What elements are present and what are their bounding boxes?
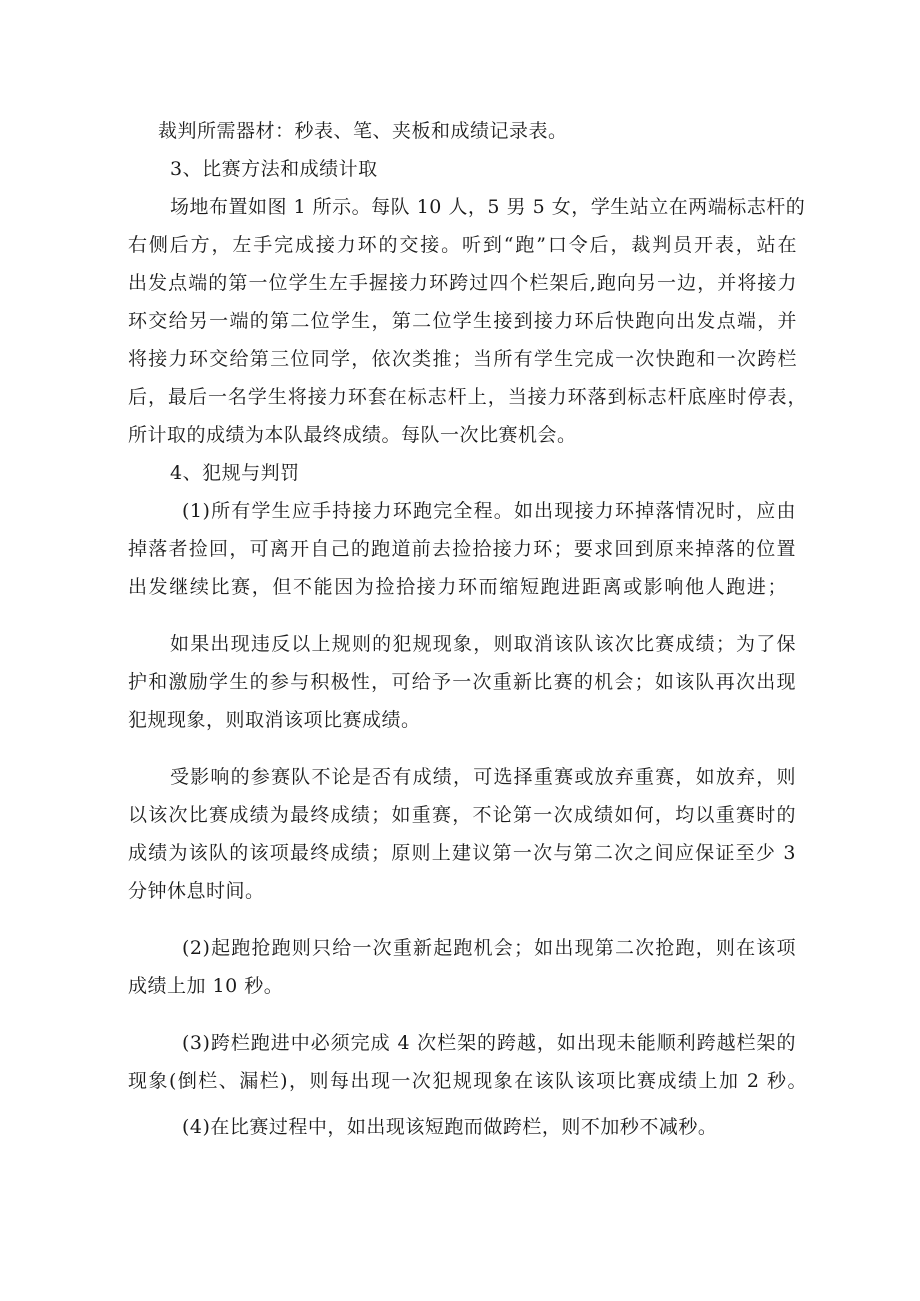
paragraph-line: 现象(倒栏、漏栏)，则每出现一次犯规现象在该队该项比赛成绩上加 2 秒。 <box>128 1070 807 1092</box>
equipment-line: 裁判所需器材：秒表、笔、夹板和成绩记录表。 <box>158 120 568 142</box>
section-heading-3: 3、比赛方法和成绩计取 <box>170 158 378 180</box>
paragraph-line: 后，最后一名学生将接力环套在标志杆上，当接力环落到标志杆底座时停表， <box>128 386 807 408</box>
paragraph-line: 以该次比赛成绩为最终成绩；如重赛，不论第一次成绩如何，均以重赛时的 <box>128 804 796 826</box>
paragraph-line: (1)所有学生应手持接力环跑完全程。如出现接力环掉落情况时，应由 <box>182 500 796 522</box>
paragraph-line: 出发点端的第一位学生左手握接力环跨过四个栏架后,跑向另一边，并将接力 <box>128 272 797 294</box>
paragraph-line: 场地布置如图 1 所示。每队 10 人，5 男 5 女，学生站立在两端标志杆的 <box>170 196 806 218</box>
paragraph-line: 犯规现象，则取消该项比赛成绩。 <box>128 709 421 731</box>
paragraph-line: 成绩上加 10 秒。 <box>128 975 284 997</box>
paragraph-line: (2)起跑抢跑则只给一次重新起跑机会；如出现第二次抢跑，则在该项 <box>182 937 796 959</box>
paragraph-line: 成绩为该队的该项最终成绩；原则上建议第一次与第二次之间应保证至少 3 <box>128 842 796 864</box>
section-heading-4: 4、犯规与判罚 <box>170 462 300 484</box>
paragraph-line: 右侧后方，左手完成接力环的交接。听到“跑”口令后，裁判员开表，站在 <box>128 234 797 256</box>
paragraph-line: 出发继续比赛，但不能因为捡拾接力环而缩短跑进距离或影响他人跑进； <box>128 576 787 598</box>
paragraph-line: 所计取的成绩为本队最终成绩。每队一次比赛机会。 <box>128 424 577 446</box>
paragraph-line: 将接力环交给第三位同学，依次类推；当所有学生完成一次快跑和一次跨栏 <box>128 348 797 370</box>
paragraph-line: (3)跨栏跑进中必须完成 4 次栏架的跨越，如出现未能顺利跨越栏架的 <box>182 1032 796 1054</box>
paragraph-line: 分钟休息时间。 <box>128 880 265 902</box>
paragraph-line: 环交给另一端的第二位学生，第二位学生接到接力环后快跑向出发点端，并 <box>128 310 797 332</box>
paragraph-line: 护和激励学生的参与积极性，可给予一次重新比赛的机会；如该队再次出现 <box>128 671 796 693</box>
paragraph-line: (4)在比赛过程中，如出现该短跑而做跨栏，则不加秒不减秒。 <box>182 1116 718 1138</box>
paragraph-line: 受影响的参赛队不论是否有成绩，可选择重赛或放弃重赛，如放弃，则 <box>170 766 796 788</box>
paragraph-line: 掉落者捡回，可离开自己的跑道前去捡拾接力环；要求回到原来掉落的位置 <box>128 538 796 560</box>
paragraph-line: 如果出现违反以上规则的犯规现象，则取消该队该次比赛成绩；为了保 <box>170 633 796 655</box>
